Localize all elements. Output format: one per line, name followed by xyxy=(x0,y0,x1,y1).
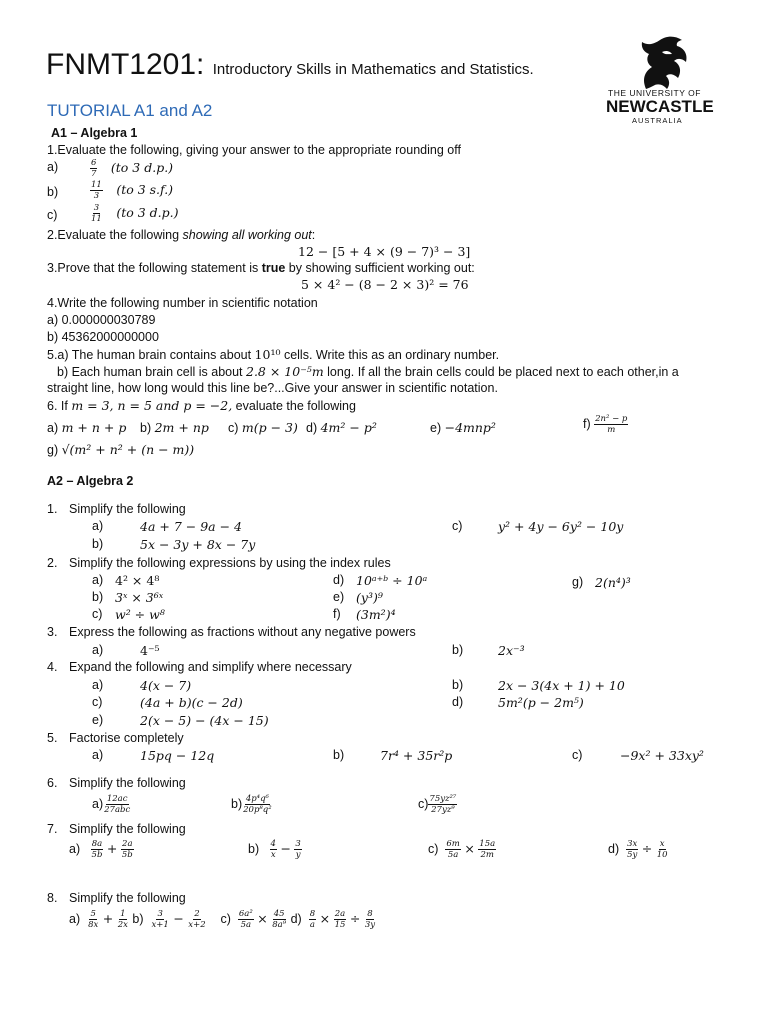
a1-q1b-expr xyxy=(90,180,173,201)
a2-q4-num: 4. xyxy=(47,660,58,674)
a2-q2g: 2(n⁴)³ xyxy=(595,575,631,590)
course-code xyxy=(46,48,534,82)
a2-q3a-label: a) xyxy=(92,643,104,657)
a2-q2b-label: b) xyxy=(92,590,104,604)
a2-q4-text: Expand the following and simplify where necessary xyxy=(69,660,352,674)
a1-q6b: b) 2m + np xyxy=(140,420,209,435)
a2-q4b: 2x − 3(4x + 1) + 10 xyxy=(498,678,625,693)
a2-q2a-label: a) xyxy=(92,573,104,587)
a2-q5c: −9x² + 33xy² xyxy=(620,748,704,763)
a2-q4a: 4(x − 7) xyxy=(140,678,192,693)
a1-q6f-fraction: $\frac{\text{2n² − p}}{m}$ xyxy=(595,414,628,435)
a2-q2g-label: g) xyxy=(572,575,584,589)
a2-q8-row xyxy=(69,909,376,930)
a1-q6c: c) m(p − 3) xyxy=(228,420,298,435)
a2-q7d: d) $\frac{3x}{5y}$ ÷ $\frac{x}{10}$ xyxy=(608,839,668,860)
a2-q3a: 4⁻⁵ xyxy=(140,643,160,658)
a2-q1a: 4a + 7 − 9a − 4 xyxy=(140,519,242,534)
a2-q1a-label: a) xyxy=(92,519,104,533)
a1-q1b-label: b) xyxy=(47,185,59,199)
a2-q3-text: Express the following as fractions without any negative powers xyxy=(69,625,416,639)
a2-q7-num: 7. xyxy=(47,822,58,836)
a2-q2c: w² ÷ w⁸ xyxy=(115,607,165,622)
a2-q8c: c) $\frac{\text{6a²}}{5a}$ × $\frac{45}{\text{8a⁹}}$ xyxy=(220,909,287,930)
a2-q8d: d) $\frac{8}{a}$ × $\frac{2a}{15}$ ÷ $\frac{8}{3y}$ xyxy=(290,909,376,930)
a2-q7a: a) $\frac{8a}{5b}$ + $\frac{2a}{5b}$ xyxy=(69,839,133,860)
a2-q1b-label: b) xyxy=(92,537,104,551)
a2-q6-text: Simplify the following xyxy=(69,776,186,790)
a2-q2-num: 2. xyxy=(47,556,58,570)
logo-line2: NEWCASTLE xyxy=(606,97,714,116)
a1-q1a-expr xyxy=(90,158,173,179)
a1-q2-expr: 12 − [5 + 4 × (9 − 7)³ − 3] xyxy=(298,244,471,259)
a1-q4a: a) 0.000000030789 xyxy=(47,313,156,327)
a2-q6b: b) $\frac{\text{4p⁴q⁶}}{\text{20p⁸q²}}$ xyxy=(231,794,272,815)
a2-q8-num: 8. xyxy=(47,891,58,905)
a2-q7-text: Simplify the following xyxy=(69,822,186,836)
a2-q6a: a) $\frac{12ac}{\text{27abc}}$ xyxy=(92,794,131,815)
a1-q6a: m + n + p xyxy=(61,420,127,435)
a2-q4b-label: b) xyxy=(452,678,464,692)
a2-q7b: b) $\frac{4}{x}$ − $\frac{3}{y}$ xyxy=(248,839,301,860)
a2-q2f: (3m²)⁴ xyxy=(356,607,396,622)
a2-q4e-label: e) xyxy=(92,713,104,727)
a1-q2-text: 2.Evaluate the following showing all working out: xyxy=(47,228,316,242)
a2-q3b-label: b) xyxy=(452,643,464,657)
a1-q1c-fraction: $\frac{3}{11}$ xyxy=(91,203,102,224)
a1-q3-text: 3.Prove that the following statement is true by showing sufficient working out: xyxy=(47,261,475,275)
a2-q6c: c) $\frac{\text{75yz²⁷}}{\text{27yz⁹}}$ xyxy=(418,794,457,815)
a2-q1-num: 1. xyxy=(47,502,58,516)
a2-q4d: 5m²(p − 2m⁵) xyxy=(498,695,584,710)
a1-q1a-fraction: $\frac{6}{7}$ xyxy=(91,158,97,179)
a2-q8b: b) $\frac{3}{x+1}$ − $\frac{2}{x+2}$ xyxy=(132,909,206,930)
a1-q5b: b) Each human brain cell is about 2.8 × 10⁻⁵m long. If all the brain cells could be placed next to each other,in a xyxy=(57,364,679,379)
a2-q2f-label: f) xyxy=(333,607,341,621)
a2-q4c-label: c) xyxy=(92,695,103,709)
a2-q5b: 7r⁴ + 35r²p xyxy=(380,748,453,763)
a1-q1c-expr xyxy=(90,203,178,224)
course-code-text: FNMT1201: xyxy=(46,48,205,81)
a1-q1a-note: (to 3 d.p.) xyxy=(110,159,174,175)
a1-q6d: d) 4m² − p² xyxy=(306,420,377,435)
a2-q8a: a) $\frac{5}{8x}$ + $\frac{1}{2x}$ xyxy=(69,909,128,930)
university-logo xyxy=(604,34,728,130)
a2-q1-text: Simplify the following xyxy=(69,502,186,516)
a1-q6e: e) −4mnp² xyxy=(430,420,496,435)
seahorse-crest-icon xyxy=(604,34,728,94)
course-name: Introductory Skills in Mathematics and Statistics. xyxy=(212,61,534,78)
a2-q6-num: 6. xyxy=(47,776,58,790)
a2-q2e: (y³)⁹ xyxy=(356,590,383,605)
a2-q4e: 2(x − 5) − (4x − 15) xyxy=(140,713,269,728)
a2-q5a: 15pq − 12q xyxy=(140,748,215,763)
a2-q1b: 5x − 3y + 8x − 7y xyxy=(140,537,256,552)
a1-q6g: g) √(m² + n² + (n − m)) xyxy=(47,442,195,457)
a1-q1b-fraction: $\frac{11}{3}$ xyxy=(91,180,102,201)
a1-q5a: 5.a) The human brain contains about 10¹⁰ cells. Write this as an ordinary number. xyxy=(47,347,500,362)
a2-q3-num: 3. xyxy=(47,625,58,639)
a2-q5-num: 5. xyxy=(47,731,58,745)
a2-q2d-label: d) xyxy=(333,573,345,587)
a1-q1c-note: (to 3 d.p.) xyxy=(116,204,179,220)
a2-q5-text: Factorise completely xyxy=(69,731,184,745)
a2-q5b-label: b) xyxy=(333,748,345,762)
a1-q1b-note: (to 3 s.f.) xyxy=(116,181,174,197)
a1-heading: A1 – Algebra 1 xyxy=(51,126,138,140)
a2-q2b: 3ˣ × 3⁶ˣ xyxy=(115,590,164,605)
a2-q2-text: Simplify the following expressions by using the index rules xyxy=(69,556,391,570)
a1-q1a-label: a) xyxy=(47,160,59,174)
a2-q2d: 10ᵃ⁺ᵇ ÷ 10ᵃ xyxy=(356,573,428,588)
a1-q1a xyxy=(47,160,58,174)
a1-q5b-line2: straight line, how long would this line be?...Give your answer in scientific notation. xyxy=(47,381,498,395)
a2-heading: A2 – Algebra 2 xyxy=(47,474,134,488)
a1-q4-text: 4.Write the following number in scientific notation xyxy=(47,296,318,310)
a2-q1c-label: c) xyxy=(452,519,463,533)
a1-q1-text: 1.Evaluate the following, giving your answer to the appropriate rounding off xyxy=(47,143,461,157)
logo-line1: THE UNIVERSITY OF xyxy=(608,88,701,98)
a2-q2e-label: e) xyxy=(333,590,345,604)
a2-q3b: 2x⁻³ xyxy=(498,643,525,658)
a2-q8-text: Simplify the following xyxy=(69,891,186,905)
tutorial-title: TUTORIAL A1 and A2 xyxy=(47,101,213,120)
a1-q6f: f) $\frac{\text{2n² − p}}{m}$ xyxy=(583,414,628,435)
a1-q1c-label: c) xyxy=(47,208,58,222)
logo-line3: AUSTRALIA xyxy=(632,116,683,125)
a2-q7c: c) $\frac{6m}{5a}$ × $\frac{15a}{2m}$ xyxy=(428,839,496,860)
a2-q4c: (4a + b)(c − 2d) xyxy=(140,695,243,710)
a2-q5a-label: a) xyxy=(92,748,104,762)
a2-q5c-label: c) xyxy=(572,748,583,762)
a2-q2a: 4² × 4⁸ xyxy=(115,573,160,588)
a2-q1c: y² + 4y − 6y² − 10y xyxy=(498,519,624,534)
a2-q4a-label: a) xyxy=(92,678,104,692)
a1-q4b: b) 45362000000000 xyxy=(47,330,159,344)
a1-q6-row1: a) m + n + p xyxy=(47,420,127,435)
a1-q6-text: 6. If m = 3, n = 5 and p = −2, evaluate the following xyxy=(47,398,356,413)
a2-q2c-label: c) xyxy=(92,607,103,621)
a1-q3-expr: 5 × 4² − (8 − 2 × 3)² = 76 xyxy=(301,277,469,292)
a2-q4d-label: d) xyxy=(452,695,464,709)
